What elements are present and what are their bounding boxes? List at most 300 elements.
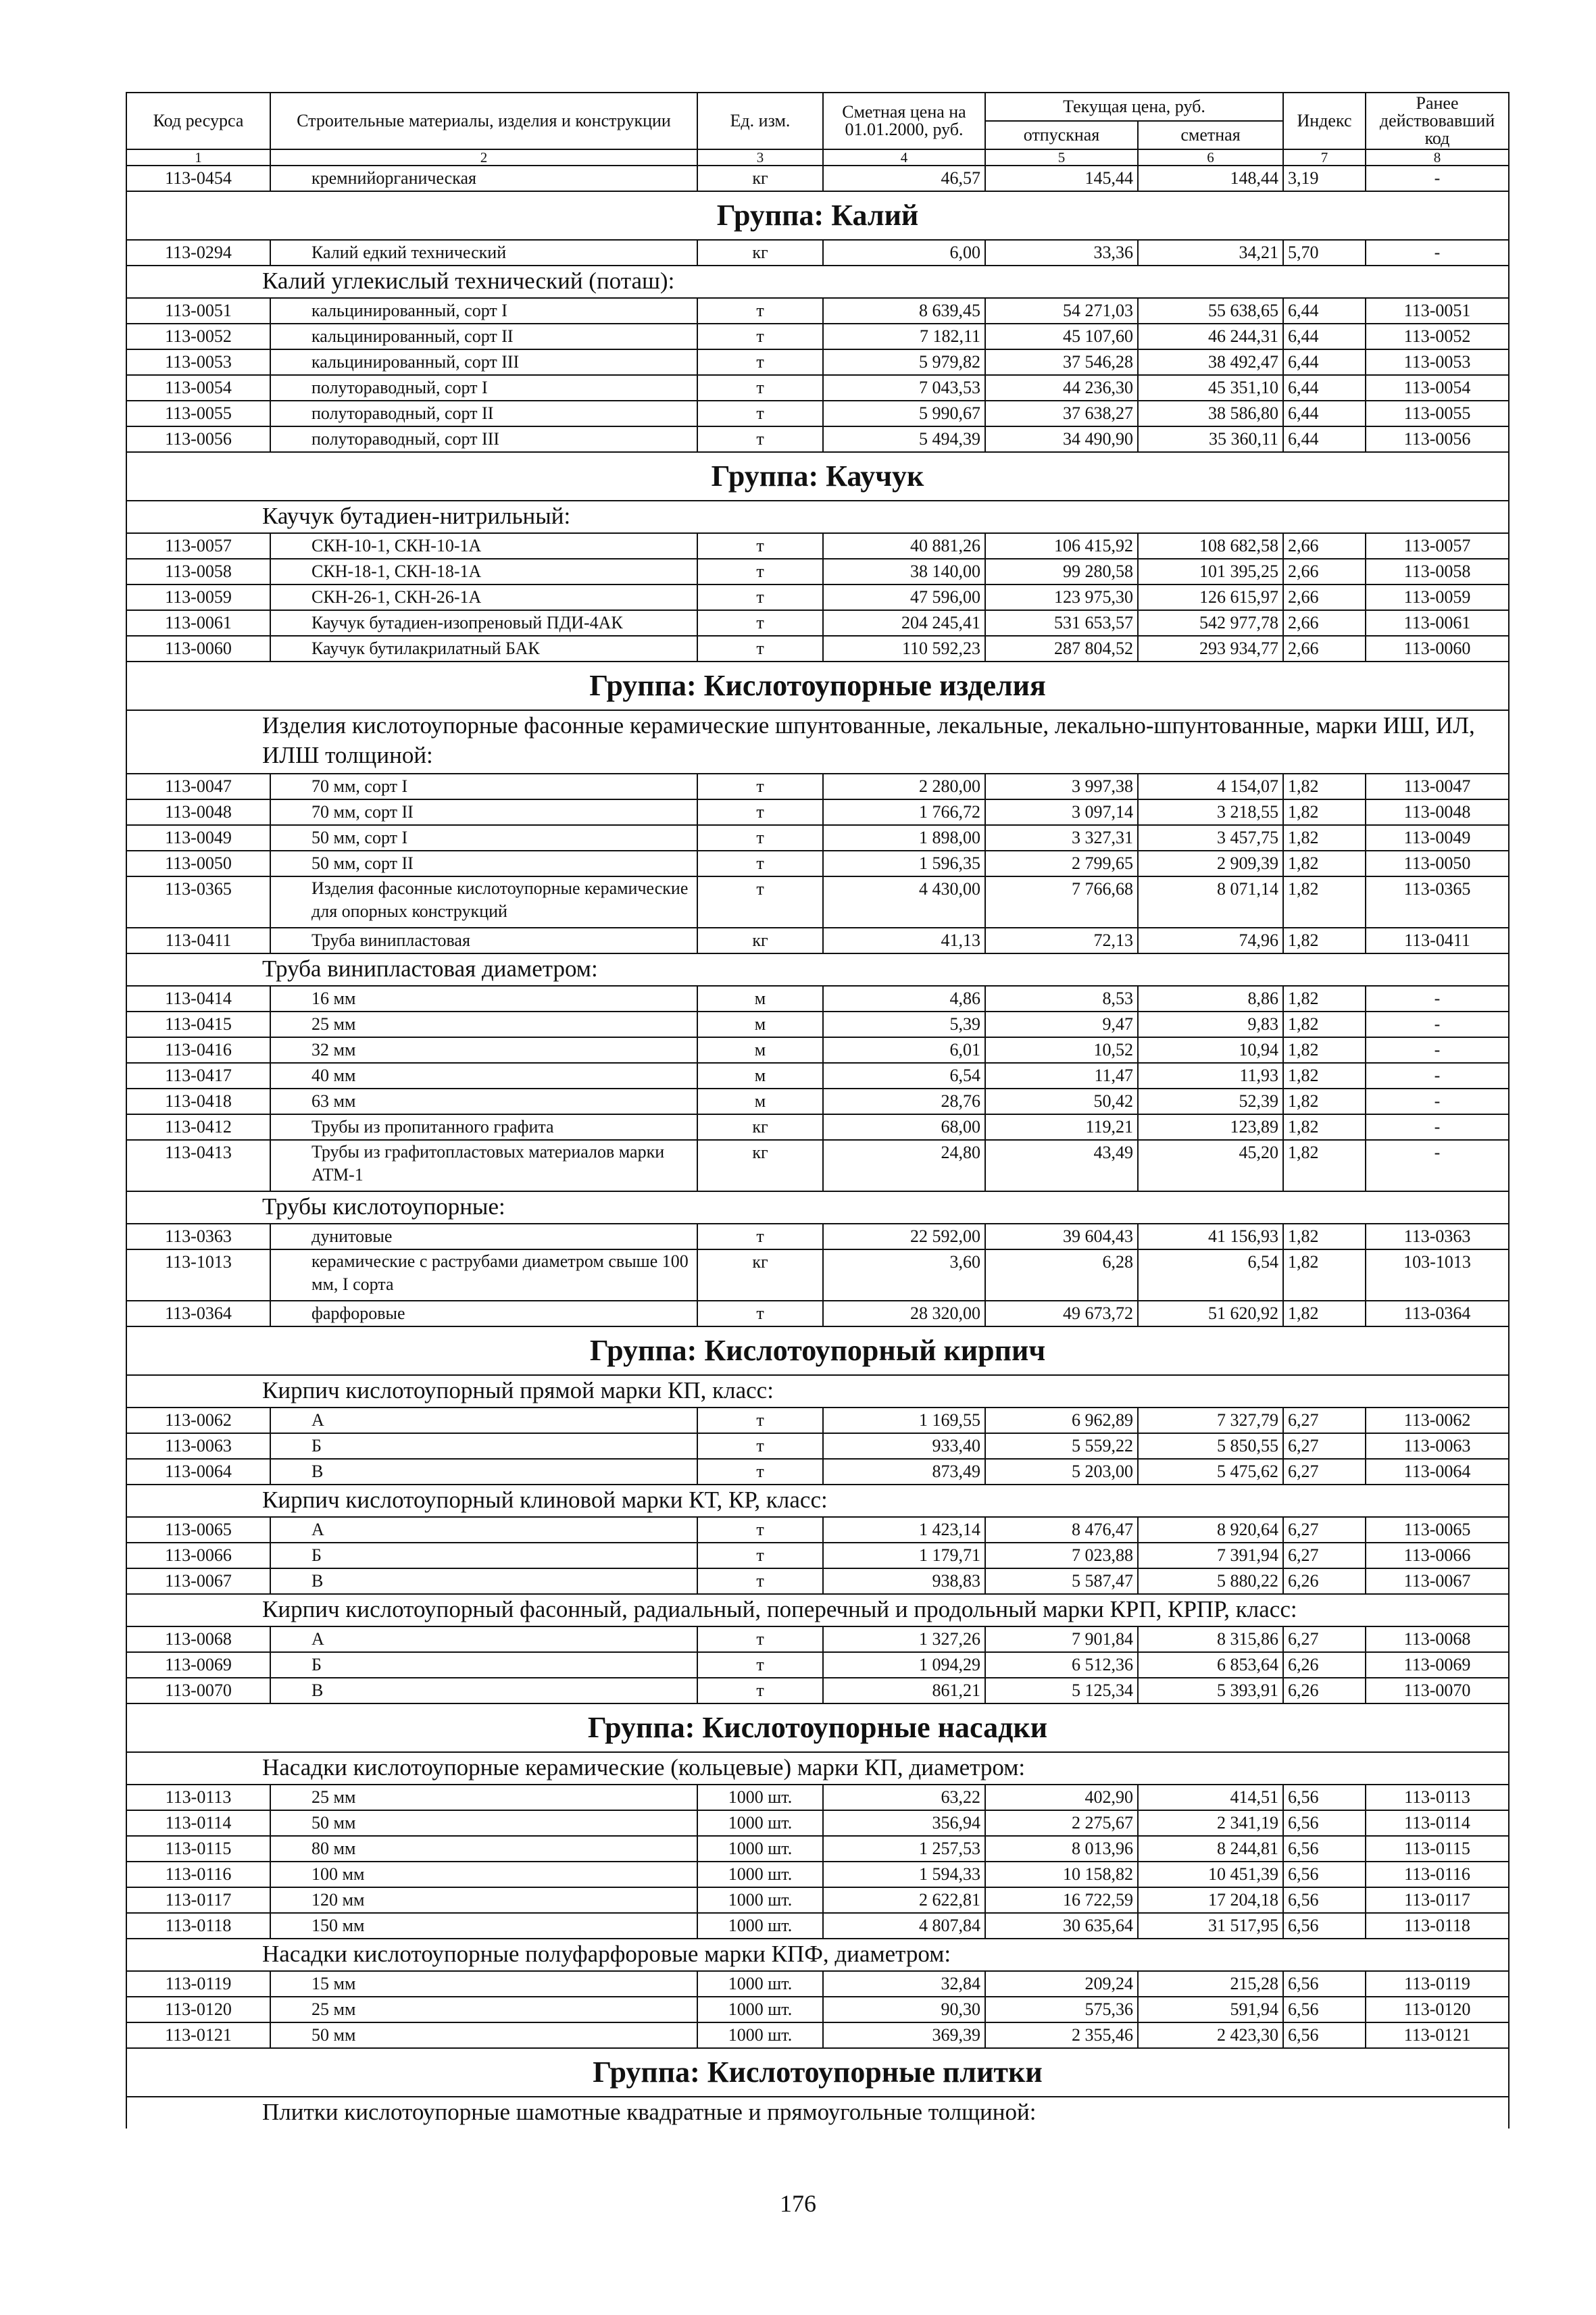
selling-price: 34 490,90 (985, 426, 1138, 452)
material-name: 70 мм, сорт II (270, 799, 697, 825)
selling-price: 50,42 (985, 1089, 1138, 1114)
estimate-price: 31 517,95 (1138, 1913, 1283, 1939)
base-price: 1 179,71 (823, 1543, 985, 1568)
resource-code: 113-0116 (126, 1862, 270, 1887)
material-name: 50 мм (270, 1810, 697, 1836)
resource-code: 113-0115 (126, 1836, 270, 1862)
unit: т (697, 1224, 823, 1249)
selling-price: 44 236,30 (985, 375, 1138, 401)
subgroup-heading: Кирпич кислотоупорный клиновой марки КТ, КР, класс: (126, 1485, 1509, 1517)
estimate-price: 2 909,39 (1138, 851, 1283, 876)
resource-code: 113-0050 (126, 851, 270, 876)
estimate-price: 5 393,91 (1138, 1678, 1283, 1703)
estimate-price: 10 451,39 (1138, 1862, 1283, 1887)
selling-price: 5 559,22 (985, 1433, 1138, 1459)
price-index: 6,26 (1283, 1652, 1366, 1678)
material-name: 32 мм (270, 1037, 697, 1063)
estimate-price: 41 156,93 (1138, 1224, 1283, 1249)
previous-code: 113-0363 (1366, 1224, 1509, 1249)
estimate-price: 148,44 (1138, 166, 1283, 191)
table-row (126, 584, 1509, 610)
previous-code: 113-0117 (1366, 1887, 1509, 1913)
base-price: 6,01 (823, 1037, 985, 1063)
subgroup-row (126, 1939, 1509, 1971)
material-name: Труба винипластовая (270, 928, 697, 953)
resource-code: 113-0061 (126, 610, 270, 636)
resource-code: 113-0113 (126, 1785, 270, 1810)
subgroup-row (126, 501, 1509, 533)
estimate-price: 38 492,47 (1138, 349, 1283, 375)
price-index: 6,27 (1283, 1626, 1366, 1652)
unit: 1000 шт. (697, 1862, 823, 1887)
group-heading: Группа: Кислотоупорные насадки (126, 1703, 1509, 1752)
unit: м (697, 1012, 823, 1037)
table-row (126, 636, 1509, 662)
material-name: 50 мм, сорт I (270, 825, 697, 851)
unit: т (697, 298, 823, 324)
unit: 1000 шт. (697, 2022, 823, 2048)
header-base-price: Сметная цена на 01.01.2000, руб. (823, 93, 985, 149)
unit: т (697, 375, 823, 401)
previous-code: 113-0053 (1366, 349, 1509, 375)
unit: т (697, 1301, 823, 1326)
price-index: 6,56 (1283, 1971, 1366, 1997)
material-name: В (270, 1568, 697, 1594)
price-index: 6,56 (1283, 1997, 1366, 2022)
resource-code: 113-0064 (126, 1459, 270, 1485)
resource-code: 113-0413 (126, 1140, 270, 1191)
selling-price: 7 901,84 (985, 1626, 1138, 1652)
table-row (126, 1224, 1509, 1249)
price-index: 1,82 (1283, 1249, 1366, 1301)
base-price: 68,00 (823, 1114, 985, 1140)
estimate-price: 108 682,58 (1138, 533, 1283, 559)
subgroup-heading: Насадки кислотоупорные полуфарфоровые марки КПФ, диаметром: (126, 1939, 1509, 1971)
unit: 1000 шт. (697, 1971, 823, 1997)
material-name: А (270, 1517, 697, 1543)
column-number: 6 (1138, 149, 1283, 166)
price-index: 1,82 (1283, 876, 1366, 928)
base-price: 22 592,00 (823, 1224, 985, 1249)
price-index: 6,56 (1283, 1862, 1366, 1887)
estimate-price: 5 850,55 (1138, 1433, 1283, 1459)
price-index: 6,56 (1283, 1887, 1366, 1913)
estimate-price: 52,39 (1138, 1089, 1283, 1114)
selling-price: 575,36 (985, 1997, 1138, 2022)
price-index: 1,82 (1283, 1037, 1366, 1063)
base-price: 47 596,00 (823, 584, 985, 610)
estimate-price: 591,94 (1138, 1997, 1283, 2022)
estimate-price: 215,28 (1138, 1971, 1283, 1997)
table-row (126, 1652, 1509, 1678)
unit: 1000 шт. (697, 1887, 823, 1913)
unit: 1000 шт. (697, 1785, 823, 1810)
previous-code: 113-0052 (1366, 324, 1509, 349)
subgroup-heading: Кирпич кислотоупорный фасонный, радиальный, поперечный и продольный марки КРП, КРПР, класс: (126, 1594, 1509, 1626)
unit: кг (697, 240, 823, 266)
unit: т (697, 584, 823, 610)
table-row (126, 1568, 1509, 1594)
selling-price: 5 203,00 (985, 1459, 1138, 1485)
material-name: 25 мм (270, 1012, 697, 1037)
base-price: 7 182,11 (823, 324, 985, 349)
material-name: Трубы из пропитанного графита (270, 1114, 697, 1140)
material-name: В (270, 1459, 697, 1485)
unit: т (697, 610, 823, 636)
selling-price: 99 280,58 (985, 559, 1138, 584)
table-row (126, 851, 1509, 876)
estimate-price: 51 620,92 (1138, 1301, 1283, 1326)
price-index: 6,44 (1283, 324, 1366, 349)
material-name: 70 мм, сорт I (270, 774, 697, 799)
table-row (126, 610, 1509, 636)
selling-price: 402,90 (985, 1785, 1138, 1810)
resource-code: 113-0120 (126, 1997, 270, 2022)
previous-code: 113-0069 (1366, 1652, 1509, 1678)
previous-code: 113-0049 (1366, 825, 1509, 851)
resource-code: 113-0059 (126, 584, 270, 610)
resource-code: 113-0062 (126, 1408, 270, 1433)
base-price: 28,76 (823, 1089, 985, 1114)
selling-price: 33,36 (985, 240, 1138, 266)
unit: 1000 шт. (697, 1997, 823, 2022)
resource-code: 113-0055 (126, 401, 270, 426)
previous-code: 113-0047 (1366, 774, 1509, 799)
resource-code: 113-1013 (126, 1249, 270, 1301)
subgroup-heading: Насадки кислотоупорные керамические (кольцевые) марки КП, диаметром: (126, 1752, 1509, 1785)
subgroup-heading: Каучук бутадиен-нитрильный: (126, 501, 1509, 533)
unit: кг (697, 1249, 823, 1301)
selling-price: 209,24 (985, 1971, 1138, 1997)
price-index: 1,82 (1283, 774, 1366, 799)
base-price: 5 979,82 (823, 349, 985, 375)
price-index: 6,44 (1283, 426, 1366, 452)
price-index: 6,44 (1283, 349, 1366, 375)
estimate-price: 2 341,19 (1138, 1810, 1283, 1836)
unit: т (697, 1543, 823, 1568)
price-index: 6,56 (1283, 1810, 1366, 1836)
header-current-price: Текущая цена, руб. (985, 93, 1283, 121)
resource-code: 113-0119 (126, 1971, 270, 1997)
base-price: 40 881,26 (823, 533, 985, 559)
unit: т (697, 851, 823, 876)
base-price: 1 257,53 (823, 1836, 985, 1862)
selling-price: 37 546,28 (985, 349, 1138, 375)
group-heading: Группа: Каучук (126, 452, 1509, 501)
estimate-price: 5 475,62 (1138, 1459, 1283, 1485)
group-heading-row (126, 191, 1509, 240)
estimate-price: 7 327,79 (1138, 1408, 1283, 1433)
material-name: В (270, 1678, 697, 1703)
material-name: 100 мм (270, 1862, 697, 1887)
unit: т (697, 1626, 823, 1652)
selling-price: 3 097,14 (985, 799, 1138, 825)
resource-code: 113-0418 (126, 1089, 270, 1114)
estimate-price: 55 638,65 (1138, 298, 1283, 324)
column-number: 1 (126, 149, 270, 166)
subgroup-row (126, 266, 1509, 298)
table-row (126, 426, 1509, 452)
selling-price: 7 023,88 (985, 1543, 1138, 1568)
resource-code: 113-0417 (126, 1063, 270, 1089)
selling-price: 43,49 (985, 1140, 1138, 1191)
unit: м (697, 1089, 823, 1114)
subgroup-heading: Кирпич кислотоупорный прямой марки КП, класс: (126, 1375, 1509, 1408)
price-index: 1,82 (1283, 1012, 1366, 1037)
material-name: полутораводный, сорт III (270, 426, 697, 452)
selling-price: 45 107,60 (985, 324, 1138, 349)
table-row (126, 1459, 1509, 1485)
previous-code: 113-0061 (1366, 610, 1509, 636)
table-row (126, 1408, 1509, 1433)
previous-code: - (1366, 1114, 1509, 1140)
subgroup-row (126, 710, 1509, 774)
selling-price: 16 722,59 (985, 1887, 1138, 1913)
price-index: 3,19 (1283, 166, 1366, 191)
estimate-price: 6 853,64 (1138, 1652, 1283, 1678)
previous-code: 113-0056 (1366, 426, 1509, 452)
selling-price: 30 635,64 (985, 1913, 1138, 1939)
column-number: 8 (1366, 149, 1509, 166)
previous-code: 113-0113 (1366, 1785, 1509, 1810)
base-price: 6,00 (823, 240, 985, 266)
material-name: 50 мм (270, 2022, 697, 2048)
table-row (126, 1114, 1509, 1140)
table-row (126, 928, 1509, 953)
material-name: 150 мм (270, 1913, 697, 1939)
price-index: 6,56 (1283, 2022, 1366, 2048)
material-name: 120 мм (270, 1887, 697, 1913)
unit: т (697, 324, 823, 349)
material-name: 15 мм (270, 1971, 697, 1997)
previous-code: 113-0364 (1366, 1301, 1509, 1326)
material-name: Б (270, 1433, 697, 1459)
material-name: кальцинированный, сорт I (270, 298, 697, 324)
estimate-price: 45,20 (1138, 1140, 1283, 1191)
base-price: 5 494,39 (823, 426, 985, 452)
estimate-price: 5 880,22 (1138, 1568, 1283, 1594)
table-row (126, 1626, 1509, 1652)
group-heading-row (126, 452, 1509, 501)
column-number: 5 (985, 149, 1138, 166)
price-table (126, 92, 1510, 2129)
resource-code: 113-0060 (126, 636, 270, 662)
selling-price: 8,53 (985, 986, 1138, 1012)
estimate-price: 3 218,55 (1138, 799, 1283, 825)
previous-code: - (1366, 1089, 1509, 1114)
price-index: 1,82 (1283, 986, 1366, 1012)
material-name: кальцинированный, сорт II (270, 324, 697, 349)
base-price: 46,57 (823, 166, 985, 191)
group-heading-row (126, 1703, 1509, 1752)
resource-code: 113-0411 (126, 928, 270, 953)
material-name: Трубы из графитопластовых материалов марки АТМ-1 (270, 1140, 697, 1191)
previous-code: 113-0411 (1366, 928, 1509, 953)
group-heading: Группа: Калий (126, 191, 1509, 240)
material-name: 80 мм (270, 1836, 697, 1862)
header-unit: Ед. изм. (697, 93, 823, 149)
base-price: 1 898,00 (823, 825, 985, 851)
previous-code: - (1366, 1037, 1509, 1063)
base-price: 4,86 (823, 986, 985, 1012)
base-price: 4 807,84 (823, 1913, 985, 1939)
previous-code: 113-0365 (1366, 876, 1509, 928)
selling-price: 10 158,82 (985, 1862, 1138, 1887)
selling-price: 5 125,34 (985, 1678, 1138, 1703)
selling-price: 119,21 (985, 1114, 1138, 1140)
unit: кг (697, 1140, 823, 1191)
resource-code: 113-0054 (126, 375, 270, 401)
table-row (126, 166, 1509, 191)
subgroup-heading: Плитки кислотоупорные шамотные квадратные и прямоугольные толщиной: (126, 2097, 1509, 2129)
material-name: дунитовые (270, 1224, 697, 1249)
resource-code: 113-0067 (126, 1568, 270, 1594)
table-row (126, 533, 1509, 559)
material-name: полутораводный, сорт I (270, 375, 697, 401)
resource-code: 113-0415 (126, 1012, 270, 1037)
material-name: керамические с раструбами диаметром свыше 100 мм, I сорта (270, 1249, 697, 1301)
resource-code: 113-0363 (126, 1224, 270, 1249)
unit: м (697, 1037, 823, 1063)
selling-price: 531 653,57 (985, 610, 1138, 636)
estimate-price: 10,94 (1138, 1037, 1283, 1063)
previous-code: 113-0067 (1366, 1568, 1509, 1594)
column-number-row (126, 149, 1509, 166)
estimate-price: 8 315,86 (1138, 1626, 1283, 1652)
material-name: 25 мм (270, 1997, 697, 2022)
subgroup-row (126, 2097, 1509, 2129)
unit: 1000 шт. (697, 1836, 823, 1862)
header-index: Индекс (1283, 93, 1366, 149)
estimate-price: 74,96 (1138, 928, 1283, 953)
material-name: 16 мм (270, 986, 697, 1012)
unit: т (697, 1408, 823, 1433)
estimate-price: 414,51 (1138, 1785, 1283, 1810)
estimate-price: 45 351,10 (1138, 375, 1283, 401)
price-index: 2,66 (1283, 533, 1366, 559)
selling-price: 37 638,27 (985, 401, 1138, 426)
base-price: 1 327,26 (823, 1626, 985, 1652)
price-index: 6,44 (1283, 401, 1366, 426)
subgroup-row (126, 1375, 1509, 1408)
group-heading-row (126, 662, 1509, 710)
table-row (126, 825, 1509, 851)
estimate-price: 8 244,81 (1138, 1836, 1283, 1862)
price-index: 1,82 (1283, 928, 1366, 953)
previous-code: 113-0064 (1366, 1459, 1509, 1485)
previous-code: - (1366, 166, 1509, 191)
selling-price: 49 673,72 (985, 1301, 1138, 1326)
previous-code: 113-0055 (1366, 401, 1509, 426)
table-row (126, 1249, 1509, 1301)
table-row (126, 1301, 1509, 1326)
estimate-price: 542 977,78 (1138, 610, 1283, 636)
unit: 1000 шт. (697, 1913, 823, 1939)
resource-code: 113-0063 (126, 1433, 270, 1459)
estimate-price: 6,54 (1138, 1249, 1283, 1301)
subgroup-row (126, 1752, 1509, 1785)
base-price: 2 622,81 (823, 1887, 985, 1913)
selling-price: 39 604,43 (985, 1224, 1138, 1249)
material-name: полутораводный, сорт II (270, 401, 697, 426)
price-index: 2,66 (1283, 584, 1366, 610)
subgroup-heading: Труба винипластовая диаметром: (126, 953, 1509, 986)
base-price: 4 430,00 (823, 876, 985, 928)
material-name: кальцинированный, сорт III (270, 349, 697, 375)
selling-price: 3 997,38 (985, 774, 1138, 799)
group-heading: Группа: Кислотоупорный кирпич (126, 1326, 1509, 1375)
group-heading: Группа: Кислотоупорные изделия (126, 662, 1509, 710)
previous-code: 113-0058 (1366, 559, 1509, 584)
unit: т (697, 1652, 823, 1678)
base-price: 110 592,23 (823, 636, 985, 662)
price-index: 1,82 (1283, 1140, 1366, 1191)
base-price: 5 990,67 (823, 401, 985, 426)
table-row (126, 240, 1509, 266)
resource-code: 113-0052 (126, 324, 270, 349)
material-name: 63 мм (270, 1089, 697, 1114)
unit: т (697, 825, 823, 851)
selling-price: 6 962,89 (985, 1408, 1138, 1433)
resource-code: 113-0114 (126, 1810, 270, 1836)
previous-code: 113-0115 (1366, 1836, 1509, 1862)
subgroup-heading: Изделия кислотоупорные фасонные керамические шпунтованные, лекальные, лекально-шпунтованные, марки ИШ, ИЛ, ИЛШ толщиной: (126, 710, 1509, 774)
previous-code: 113-0051 (1366, 298, 1509, 324)
resource-code: 113-0118 (126, 1913, 270, 1939)
subgroup-heading: Калий углекислый технический (поташ): (126, 266, 1509, 298)
price-index: 2,66 (1283, 636, 1366, 662)
table-row (126, 1433, 1509, 1459)
material-name: СКН-26-1, СКН-26-1А (270, 584, 697, 610)
base-price: 2 280,00 (823, 774, 985, 799)
previous-code: 113-0059 (1366, 584, 1509, 610)
estimate-price: 35 360,11 (1138, 426, 1283, 452)
header-selling-price: отпускная (985, 121, 1138, 149)
previous-code: - (1366, 1140, 1509, 1191)
column-number: 2 (270, 149, 697, 166)
base-price: 6,54 (823, 1063, 985, 1089)
material-name: Изделия фасонные кислотоупорные керамические для опорных конструкций (270, 876, 697, 928)
resource-code: 113-0057 (126, 533, 270, 559)
selling-price: 2 799,65 (985, 851, 1138, 876)
table-row (126, 1140, 1509, 1191)
base-price: 1 766,72 (823, 799, 985, 825)
material-name: 40 мм (270, 1063, 697, 1089)
estimate-price: 11,93 (1138, 1063, 1283, 1089)
resource-code: 113-0068 (126, 1626, 270, 1652)
resource-code: 113-0294 (126, 240, 270, 266)
table-row (126, 1862, 1509, 1887)
material-name: 50 мм, сорт II (270, 851, 697, 876)
base-price: 933,40 (823, 1433, 985, 1459)
selling-price: 106 415,92 (985, 533, 1138, 559)
price-index: 1,82 (1283, 1114, 1366, 1140)
header-previous-code: Ранее действовавший код (1366, 93, 1509, 149)
unit: т (697, 799, 823, 825)
selling-price: 5 587,47 (985, 1568, 1138, 1594)
table-row (126, 1913, 1509, 1939)
price-index: 2,66 (1283, 559, 1366, 584)
resource-code: 113-0066 (126, 1543, 270, 1568)
table-row (126, 1543, 1509, 1568)
table-row (126, 375, 1509, 401)
price-index: 6,26 (1283, 1568, 1366, 1594)
base-price: 1 423,14 (823, 1517, 985, 1543)
base-price: 369,39 (823, 2022, 985, 2048)
estimate-price: 8,86 (1138, 986, 1283, 1012)
resource-code: 113-0048 (126, 799, 270, 825)
material-name: СКН-18-1, СКН-18-1А (270, 559, 697, 584)
